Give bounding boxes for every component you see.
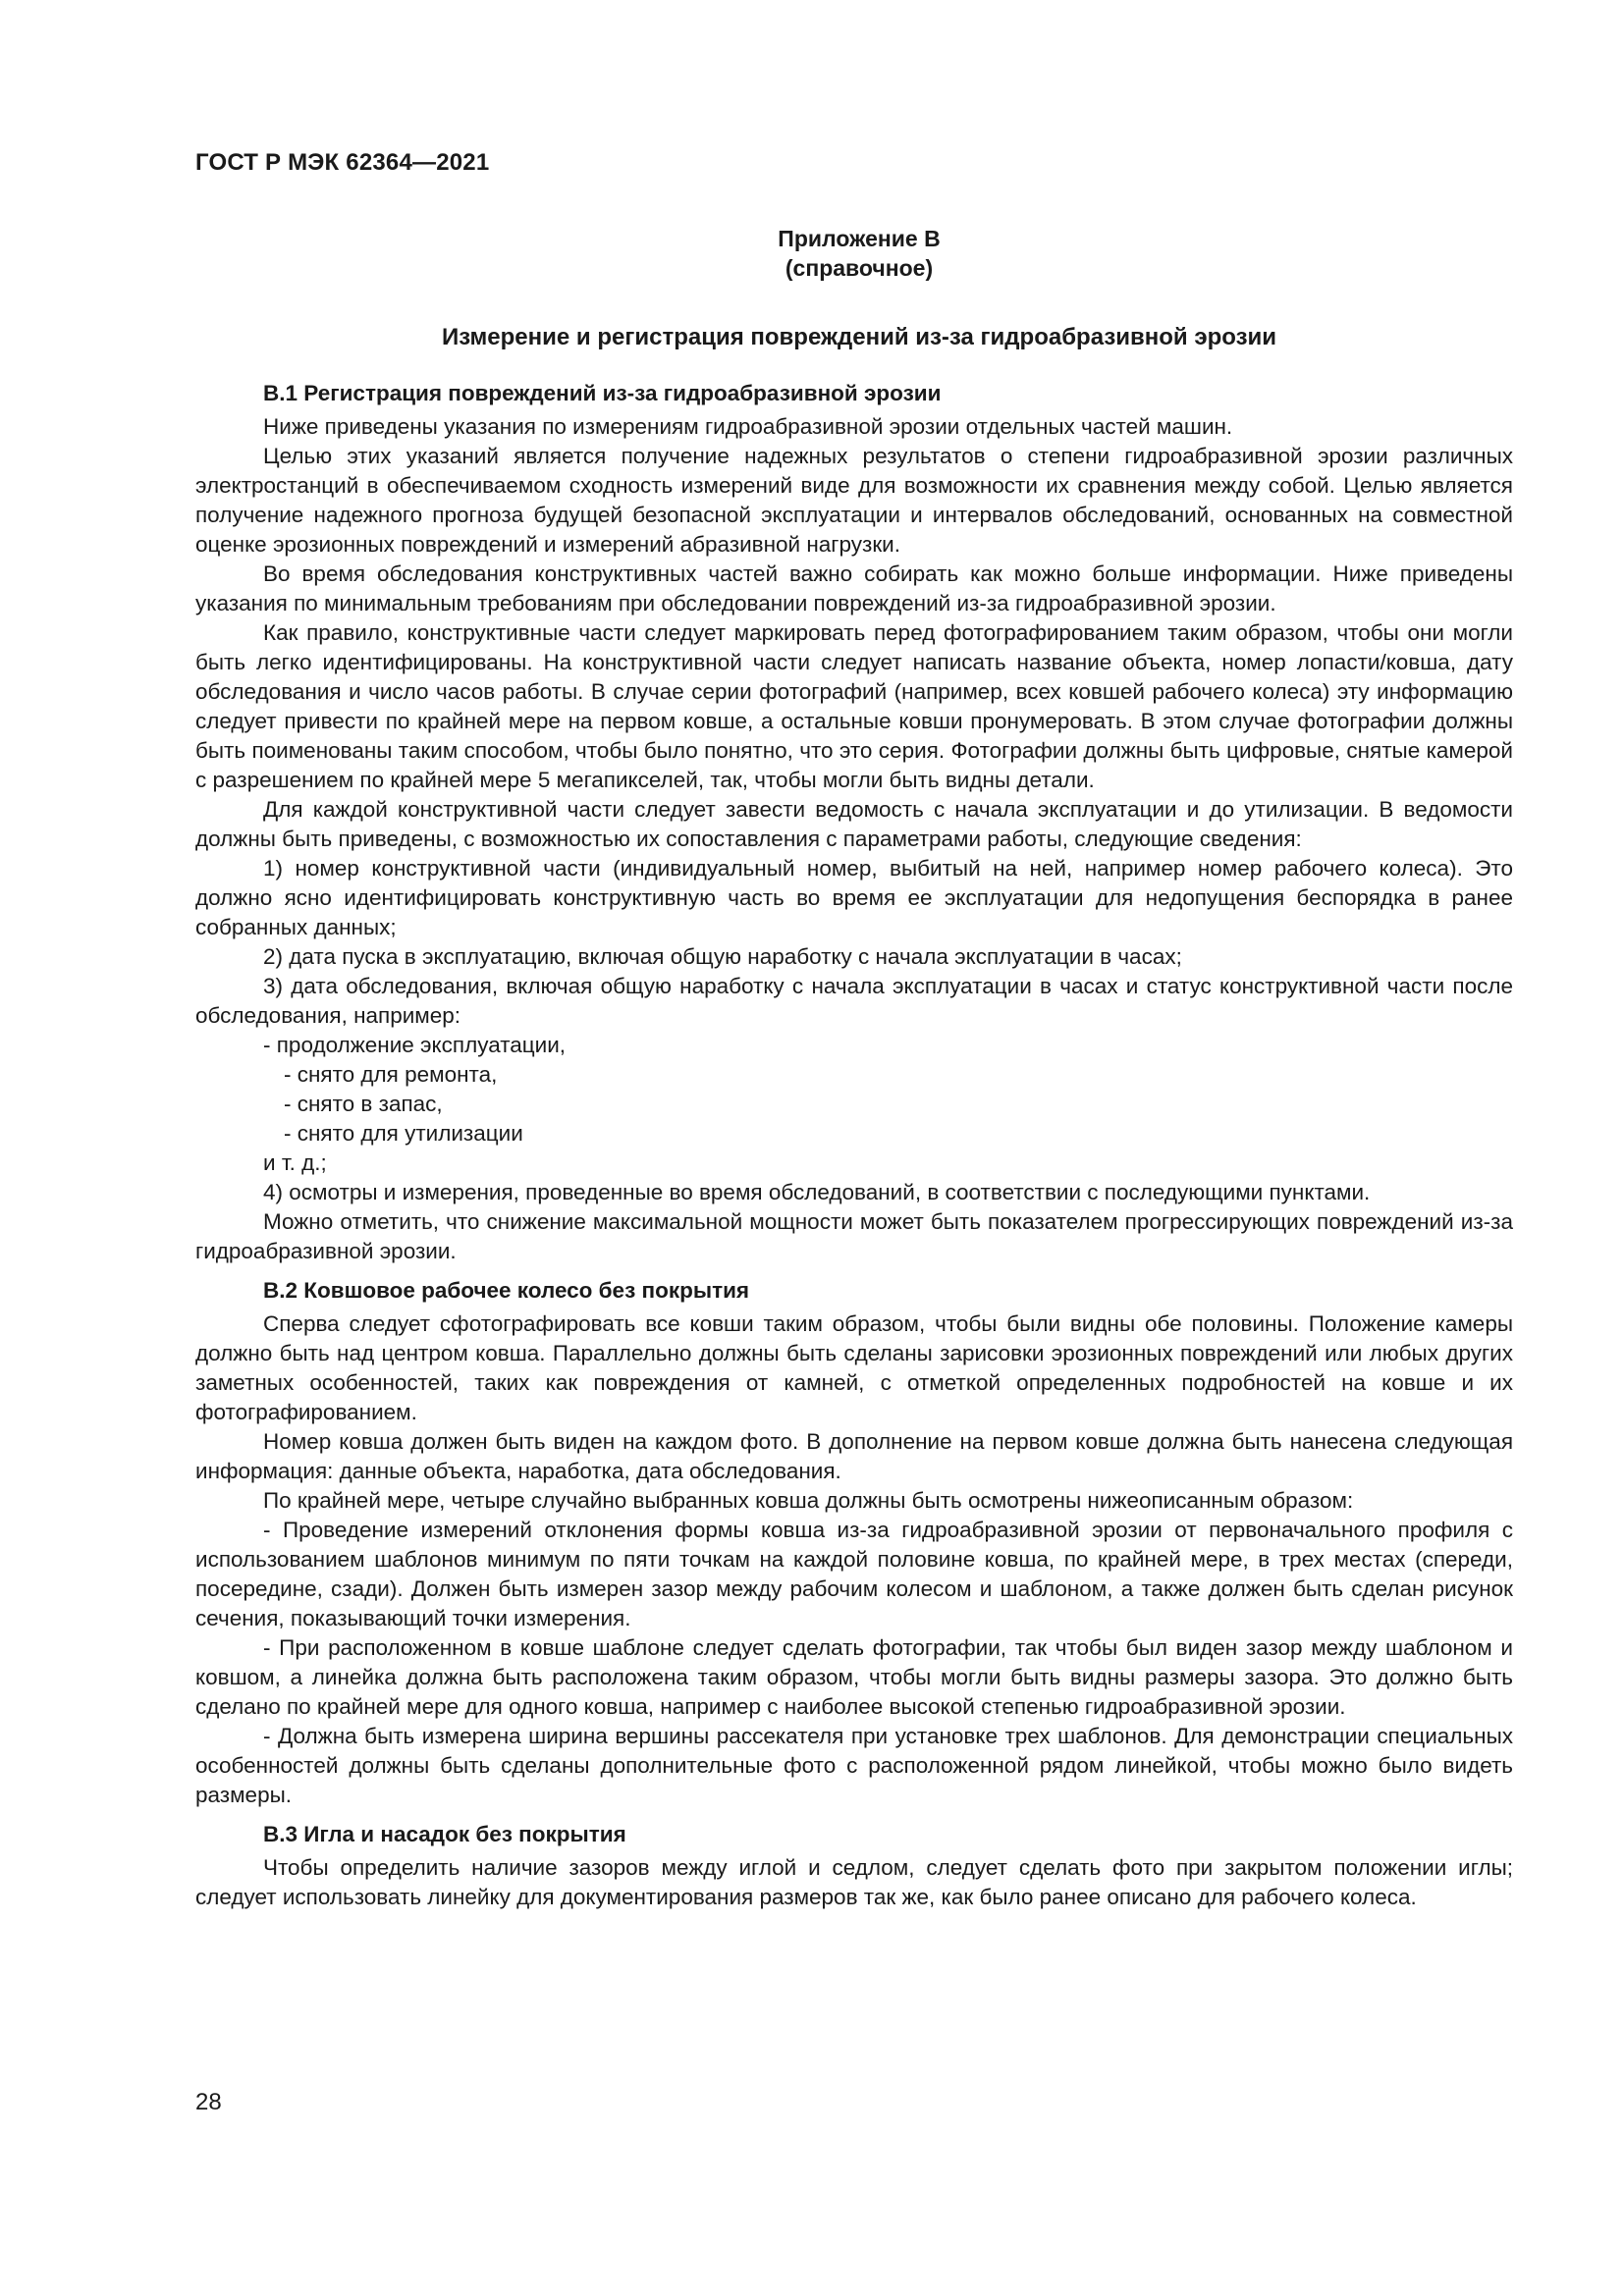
paragraph: Ниже приведены указания по измерениям гидроабразивной эрозии отдельных частей машин. <box>263 414 1233 439</box>
paragraph: - Проведение измерений отклонения формы ковша из-за гидроабразивной эрозии от первоначального профиля с использованием шаблонов минимум по пяти точкам на каждой половине ковша, по крайней мере, в трех местах (спереди, посередине, сзади). Должен быть измерен зазор между рабочим колесом и шаблоном, а также должен быть сделан рисунок сечения, показывающий точки измерения. <box>195 1518 1513 1630</box>
annex-label: Приложение В <box>778 226 941 251</box>
paragraph: Номер ковша должен быть виден на каждом фото. В дополнение на первом ковше должна быть нанесена следующая информация: данные объекта, наработка, дата обследования. <box>195 1429 1513 1483</box>
section-heading-b1: В.1 Регистрация повреждений из-за гидроабразивной эрозии <box>263 381 942 405</box>
paragraph: Для каждой конструктивной части следует завести ведомость с начала эксплуатации и до утилизации. В ведомости должны быть приведены, с возможностью их сопоставления с параметрами работы, следующие сведения: <box>195 797 1513 851</box>
paragraph: Чтобы определить наличие зазоров между иглой и седлом, следует сделать фото при закрытом положении иглы; следует использовать линейку для документирования размеров так же, как было ранее описано для рабочего колеса. <box>195 1855 1513 1909</box>
paragraph: Целью этих указаний является получение надежных результатов о степени гидроабразивной эрозии различных электростанций в обеспечиваемом сходность измерений виде для возможности их сравнения между собой. Целью является получение надежного прогноза будущей безопасной эксплуатации и интервалов обследований, основанных на совместной оценке эрозионных повреждений и измерений абразивной нагрузки. <box>195 444 1513 557</box>
section-heading-b2: В.2 Ковшовое рабочее колесо без покрытия <box>263 1278 750 1303</box>
paragraph: - Должна быть измерена ширина вершины рассекателя при установке трех шаблонов. Для демонстрации специальных особенностей должны быть сделаны дополнительные фото с расположенной рядом линейкой, чтобы можно было видеть размеры. <box>195 1724 1513 1807</box>
running-head: ГОСТ Р МЭК 62364—2021 <box>195 149 490 176</box>
annex-title: Измерение и регистрация повреждений из-за гидроабразивной эрозии <box>441 324 1277 350</box>
list-item: 4) осмотры и измерения, проведенные во время обследований, в соответствии с последующими пунктами. <box>263 1180 1371 1204</box>
list-etc: и т. д.; <box>263 1150 327 1175</box>
list-item: 1) номер конструктивной части (индивидуальный номер, выбитый на ней, например номер рабочего колеса). Это должно ясно идентифицировать конструктивную часть во время ее эксплуатации для недопущения беспорядка в ранее собранных данных; <box>195 856 1513 939</box>
paragraph: Во время обследования конструктивных частей важно собирать как можно больше информации. Ниже приведены указания по минимальным требованиям при обследовании повреждений из-за гидроабразивной эрозии. <box>195 561 1513 615</box>
list-item: 3) дата обследования, включая общую наработку с начала эксплуатации в часах и статус конструктивной части после обследования, например: <box>195 974 1513 1028</box>
annex-status: (справочное) <box>785 255 934 281</box>
paragraph: Сперва следует сфотографировать все ковши таким образом, чтобы были видны обе половины. Положение камеры должно быть над центром ковша. Параллельно должны быть сделаны зарисовки эрозионных повреждений или любых других заметных особенностей, таких как повреждения от камней, с отметкой определенных подробностей на ковше и их фотографированием. <box>195 1311 1513 1424</box>
sub-list-item: - снято для утилизации <box>284 1121 523 1146</box>
sub-list-item: - снято в запас, <box>284 1092 443 1116</box>
paragraph: - При расположенном в ковше шаблоне следует сделать фотографии, так чтобы был виден зазор между шаблоном и ковшом, а линейка должна быть расположена таким образом, чтобы могли быть видны размеры зазора. Это должно быть сделано по крайней мере для одного ковша, например с наиболее высокой степенью гидроабразивной эрозии. <box>195 1635 1513 1719</box>
paragraph: По крайней мере, четыре случайно выбранных ковша должны быть осмотрены нижеописанным образом: <box>263 1488 1354 1513</box>
sub-list-item: - снято для ремонта, <box>284 1062 498 1087</box>
page-content <box>195 224 1513 1912</box>
list-item: 2) дата пуска в эксплуатацию, включая общую наработку с начала эксплуатации в часах; <box>263 944 1182 969</box>
section-heading-b3: В.3 Игла и насадок без покрытия <box>263 1822 626 1846</box>
sub-list-item: - продолжение эксплуатации, <box>263 1033 567 1057</box>
paragraph: Как правило, конструктивные части следует маркировать перед фотографированием таким образом, чтобы они могли быть легко идентифицированы. На конструктивной части следует написать название объекта, номер лопасти/ковша, дату обследования и число часов работы. В случае серии фотографий (например, всех ковшей рабочего колеса) эту информацию следует привести по крайней мере на первом ковше, а остальные ковши пронумеровать. В этом случае фотографии должны быть поименованы таким способом, чтобы было понятно, что это серия. Фотографии должны быть цифровые, снятые камерой с разрешением по крайней мере 5 мегапикселей, так, чтобы могли быть видны детали. <box>195 620 1513 792</box>
paragraph: Можно отметить, что снижение максимальной мощности может быть показателем прогрессирующих повреждений из-за гидроабразивной эрозии. <box>195 1209 1513 1263</box>
page-number: 28 <box>195 2089 222 2115</box>
